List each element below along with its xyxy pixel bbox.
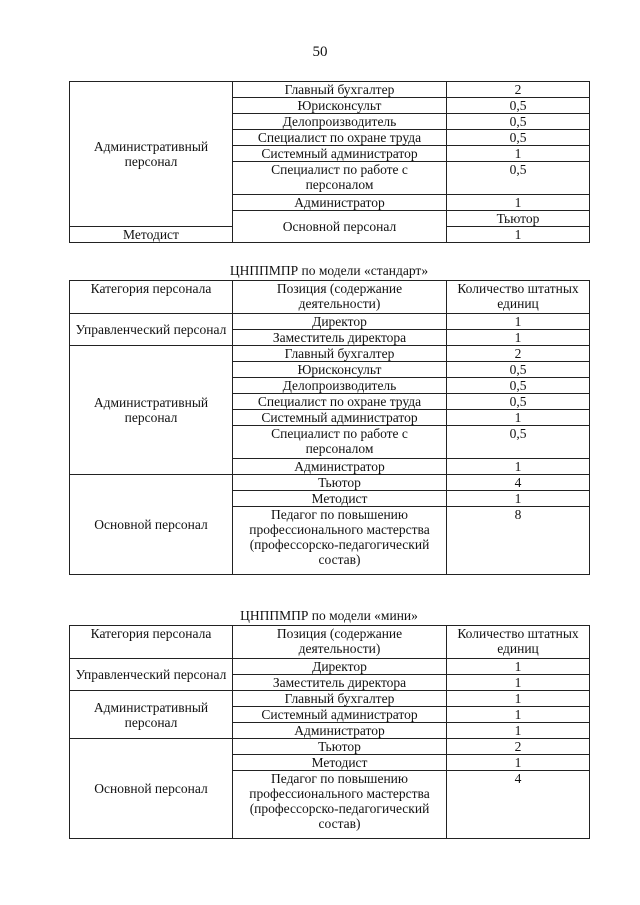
category-cell: Основной персонал xyxy=(70,739,233,839)
category-cell: Основной персонал xyxy=(70,475,233,575)
position-cell: Системный администратор xyxy=(233,707,447,723)
quantity-cell: 1 xyxy=(447,723,590,739)
quantity-cell: 0,5 xyxy=(447,114,590,130)
position-cell: Методист xyxy=(233,755,447,771)
quantity-cell: 0,5 xyxy=(447,426,590,459)
quantity-cell: 1 xyxy=(447,330,590,346)
quantity-cell: 1 xyxy=(447,314,590,330)
quantity-cell: 0,5 xyxy=(447,130,590,146)
position-cell: Тьютор xyxy=(447,211,590,227)
position-cell: Главный бухгалтер xyxy=(233,82,447,98)
quantity-cell: 1 xyxy=(447,195,590,211)
quantity-cell: 1 xyxy=(447,146,590,162)
section-title-mini: ЦНППМПР по модели «мини» xyxy=(240,608,418,623)
header-quantity: Количество штатных единиц xyxy=(447,281,590,314)
position-cell: Специалист по охране труда xyxy=(233,130,447,146)
position-cell: Методист xyxy=(233,491,447,507)
quantity-cell: 2 xyxy=(447,82,590,98)
quantity-cell: 0,5 xyxy=(447,98,590,114)
position-cell: Тьютор xyxy=(233,739,447,755)
quantity-cell: 8 xyxy=(447,507,590,575)
position-cell: Специалист по охране труда xyxy=(233,394,447,410)
quantity-cell: 1 xyxy=(447,675,590,691)
quantity-cell: 4 xyxy=(447,475,590,491)
quantity-cell: 0,5 xyxy=(447,394,590,410)
position-cell: Главный бухгалтер xyxy=(233,346,447,362)
category-cell: Управленческий персонал xyxy=(70,314,233,346)
position-cell: Администратор xyxy=(233,459,447,475)
position-cell: Заместитель директора xyxy=(233,330,447,346)
category-cell: Административный персонал xyxy=(70,346,233,475)
quantity-cell: 1 xyxy=(447,227,590,243)
header-position: Позиция (содержание деятельности) xyxy=(233,281,447,314)
staff-table-mini xyxy=(69,625,590,839)
position-cell: Администратор xyxy=(233,195,447,211)
position-cell: Администратор xyxy=(233,723,447,739)
page-number: 50 xyxy=(312,44,328,60)
position-cell: Делопроизводитель xyxy=(233,378,447,394)
position-cell: Системный администратор xyxy=(233,146,447,162)
position-cell: Заместитель директора xyxy=(233,675,447,691)
staff-table-continuation xyxy=(69,81,590,243)
position-cell: Юрисконсульт xyxy=(233,98,447,114)
quantity-cell: 1 xyxy=(447,755,590,771)
quantity-cell: 1 xyxy=(447,491,590,507)
section-title-standard: ЦНППМПР по модели «стандарт» xyxy=(229,263,429,278)
category-cell: Основной персонал xyxy=(233,211,447,243)
category-cell: Административный персонал xyxy=(70,691,233,739)
category-cell: Административный персонал xyxy=(70,82,233,227)
position-cell: Специалист по работе с персоналом xyxy=(233,426,447,459)
header-position: Позиция (содержание деятельности) xyxy=(233,626,447,659)
quantity-cell: 4 xyxy=(447,771,590,839)
position-cell: Главный бухгалтер xyxy=(233,691,447,707)
quantity-cell: 1 xyxy=(447,707,590,723)
position-cell: Тьютор xyxy=(233,475,447,491)
position-cell: Директор xyxy=(233,659,447,675)
quantity-cell: 1 xyxy=(447,691,590,707)
position-cell: Методист xyxy=(70,227,233,243)
position-cell: Директор xyxy=(233,314,447,330)
header-quantity: Количество штатных единиц xyxy=(447,626,590,659)
quantity-cell: 0,5 xyxy=(447,162,590,195)
category-cell: Управленческий персонал xyxy=(70,659,233,691)
position-cell: Системный администратор xyxy=(233,410,447,426)
quantity-cell: 1 xyxy=(447,659,590,675)
header-category: Категория персонала xyxy=(70,281,233,314)
position-cell: Педагог по повышению профессионального мастерства (профессорско-педагогический состав) xyxy=(233,507,447,575)
staff-table-standard xyxy=(69,280,590,575)
quantity-cell: 1 xyxy=(447,410,590,426)
position-cell: Педагог по повышению профессионального мастерства (профессорско-педагогический состав) xyxy=(233,771,447,839)
header-category: Категория персонала xyxy=(70,626,233,659)
position-cell: Юрисконсульт xyxy=(233,362,447,378)
quantity-cell: 1 xyxy=(447,459,590,475)
quantity-cell: 2 xyxy=(447,739,590,755)
quantity-cell: 2 xyxy=(447,346,590,362)
position-cell: Делопроизводитель xyxy=(233,114,447,130)
position-cell: Специалист по работе с персоналом xyxy=(233,162,447,195)
quantity-cell: 0,5 xyxy=(447,362,590,378)
quantity-cell: 0,5 xyxy=(447,378,590,394)
